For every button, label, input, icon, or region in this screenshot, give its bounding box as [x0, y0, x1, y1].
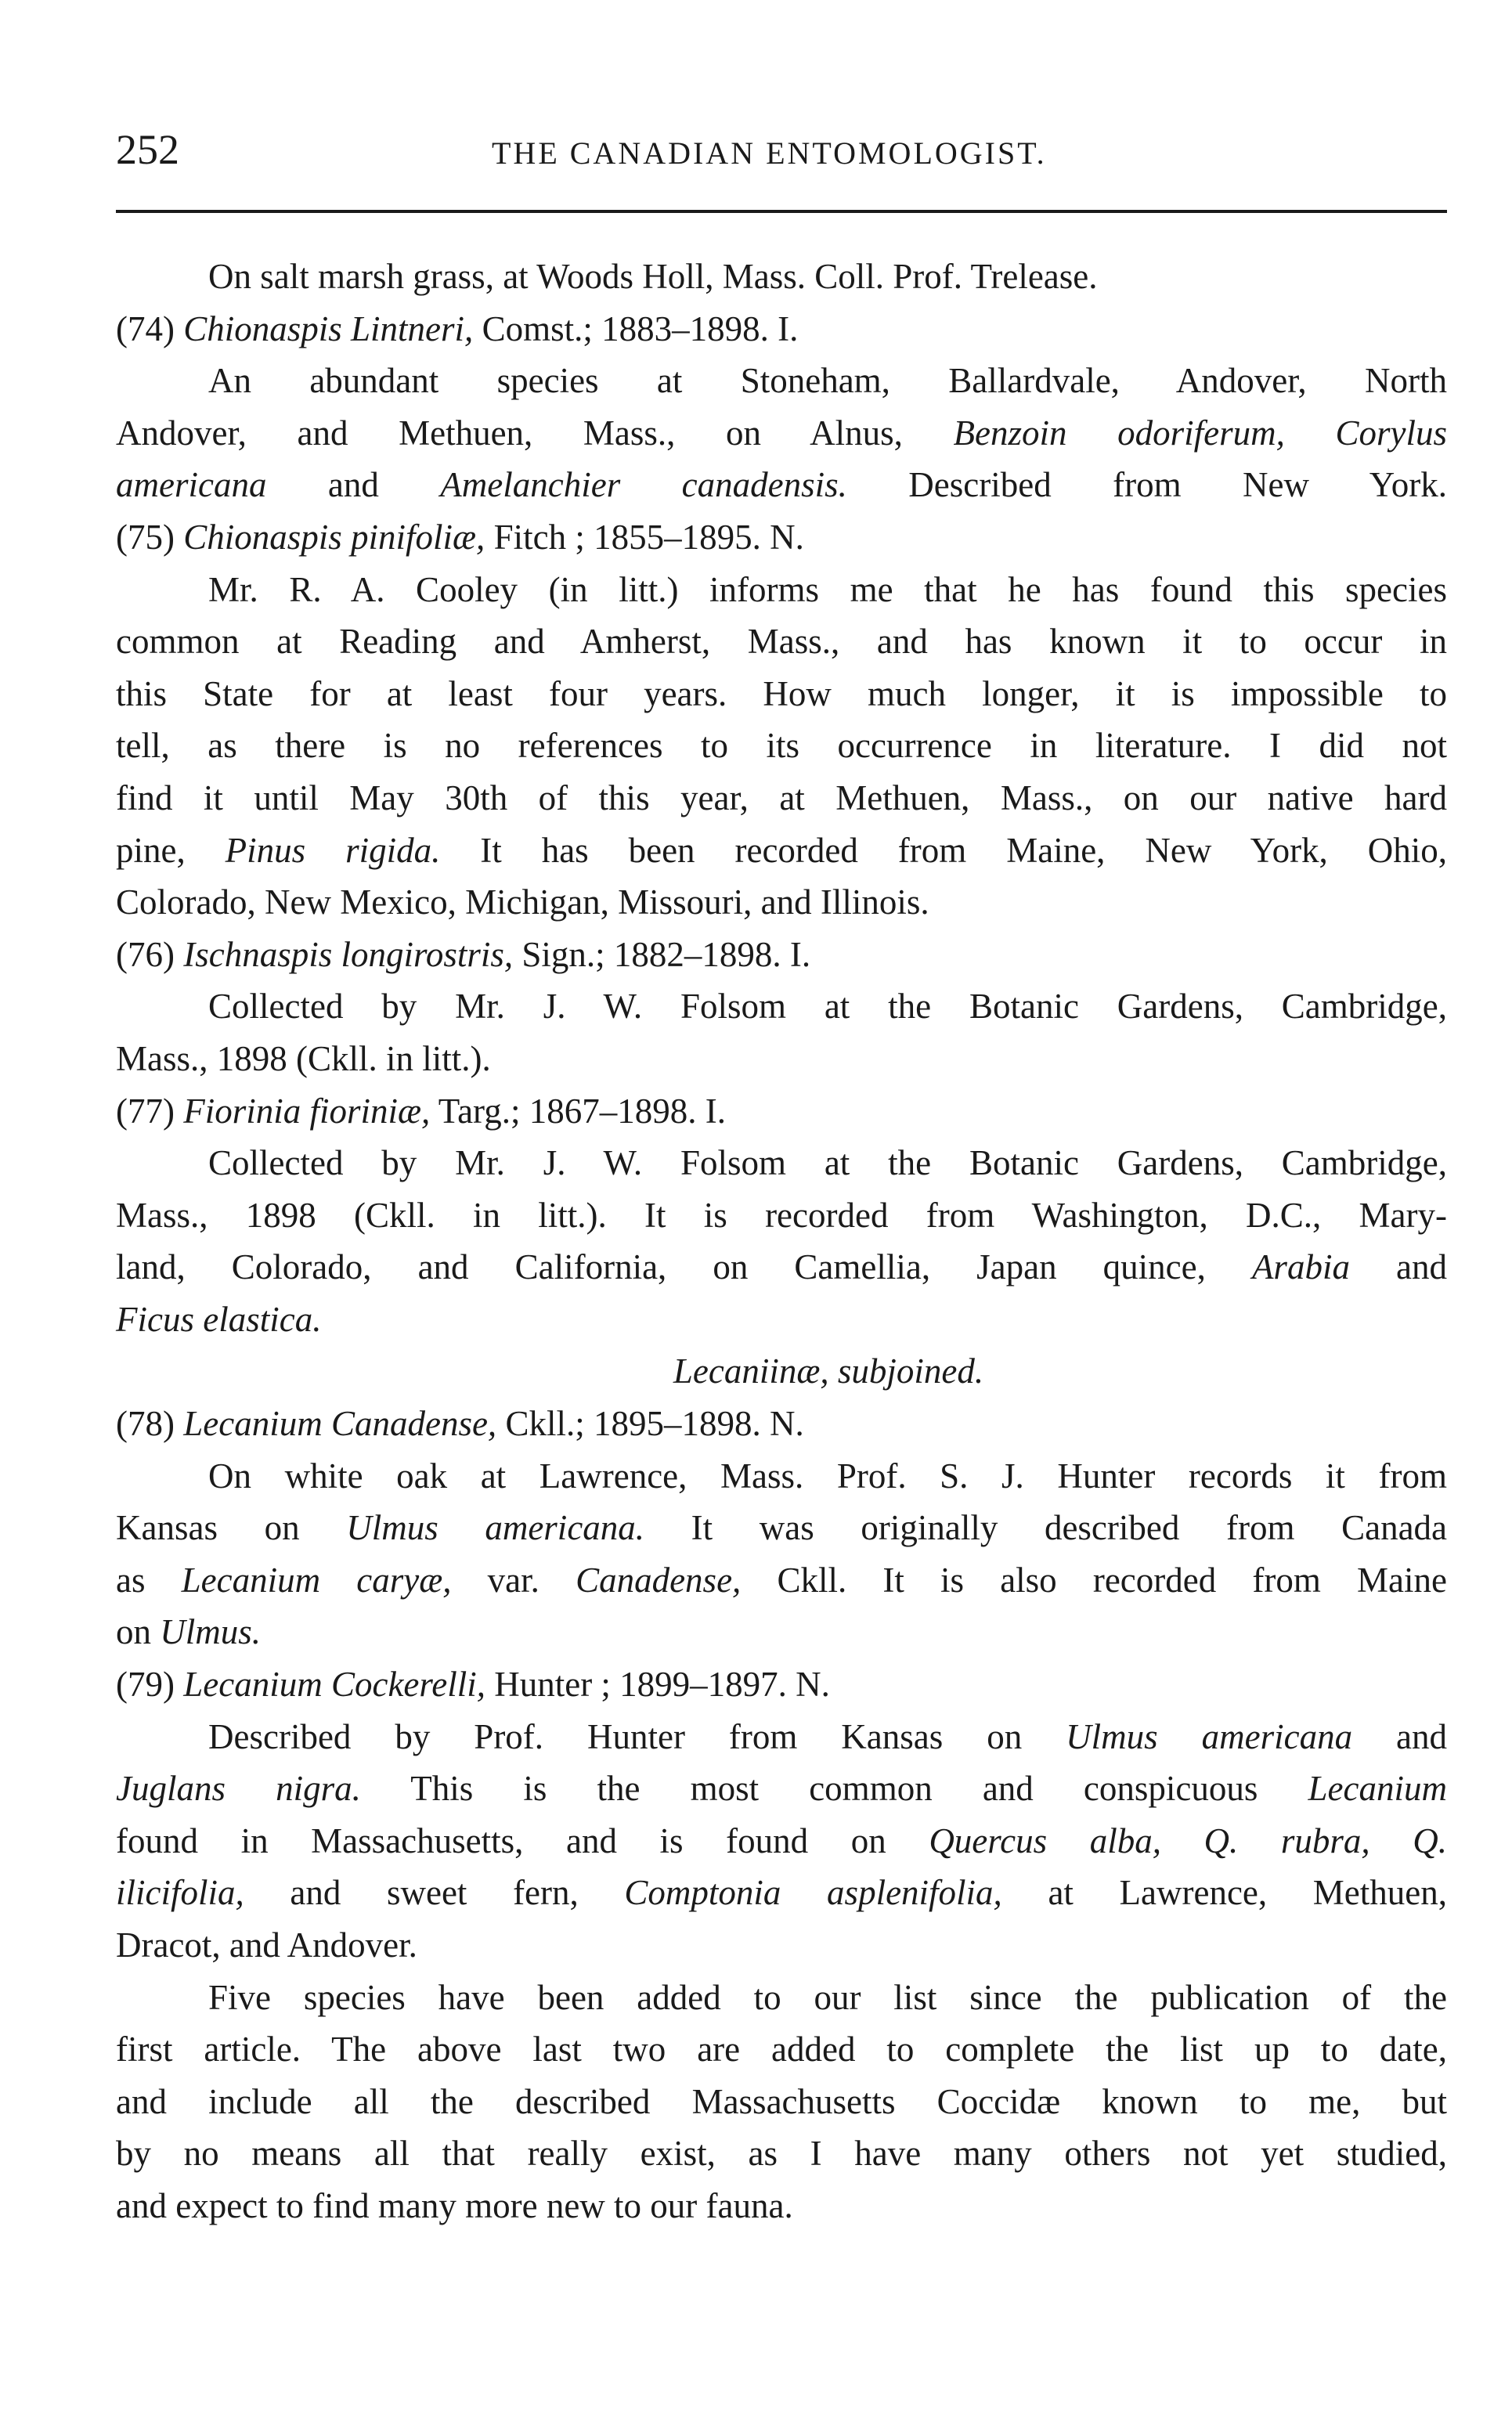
text-segment: Collected by Mr. J. W. Folsom at the Botanic Gardens, Cambridge, — [208, 987, 1447, 1027]
text-line — [116, 1241, 1447, 1294]
italic-text: Ficus elastica. — [116, 1299, 322, 1339]
text-segment: and include all the described Massachusetts Coccidæ known to me, but — [116, 2081, 1447, 2121]
text-segment: Described by Prof. Hunter from Kansas on — [208, 1716, 1066, 1756]
text-segment: Sign.; 1882–1898. I. — [513, 934, 811, 974]
text-line — [116, 1711, 1447, 1763]
italic-text: Ulmus americana. — [346, 1508, 645, 1548]
italic-text: Amelanchier canadensis. — [440, 465, 847, 505]
running-title: THE CANADIAN ENTOMOLOGIST. — [492, 135, 1047, 171]
italic-text: Ulmus americana — [1066, 1716, 1353, 1756]
italic-text: Pinus rigida. — [225, 830, 441, 870]
text-segment: as — [116, 1560, 182, 1600]
text-segment: at Lawrence, Methuen, — [1001, 1873, 1447, 1913]
text-segment: It has been recorded from Maine, New York, Ohio, — [440, 830, 1447, 870]
text-segment: (79) — [116, 1665, 184, 1705]
italic-text: Lecanium Cockerelli, — [183, 1665, 485, 1705]
text-segment: Comst.; 1883–1898. I. — [473, 309, 799, 348]
italic-text: Ischnaspis longirostris, — [183, 934, 514, 974]
text-line — [116, 1345, 1447, 1398]
text-line — [116, 1294, 1447, 1346]
text-segment: Ckll. It is also recorded from Maine — [741, 1560, 1447, 1600]
text-line — [116, 1919, 1447, 1972]
text-segment: Targ.; 1867–1898. I. — [430, 1091, 726, 1131]
text-line — [116, 876, 1447, 929]
text-segment: and sweet fern, — [244, 1873, 625, 1913]
text-line — [116, 1867, 1447, 1919]
text-line — [116, 564, 1447, 616]
text-line — [116, 251, 1447, 303]
text-segment: On salt marsh grass, at Woods Holl, Mass. Coll. Prof. Trelease. — [208, 257, 1098, 296]
header-rule — [116, 210, 1447, 213]
text-segment: find it until May 30th of this year, at Methuen, Mass., on our native hard — [116, 778, 1447, 817]
text-line — [116, 1450, 1447, 1503]
text-segment: first article. The above last two are added to complete the list up to date, — [116, 2030, 1447, 2070]
text-line — [116, 1502, 1447, 1554]
text-line — [116, 825, 1447, 877]
text-line — [116, 668, 1447, 720]
text-segment: on — [116, 1612, 161, 1652]
text-line — [116, 929, 1447, 981]
text-line — [116, 1763, 1447, 1815]
page-header — [116, 125, 1447, 173]
text-segment: An abundant species at Stoneham, Ballardvale, Andover, North — [208, 361, 1447, 401]
text-segment: and — [266, 465, 441, 505]
italic-text: Lecanium — [1308, 1769, 1447, 1809]
text-segment: and — [1349, 1247, 1447, 1287]
text-segment: Described from New York. — [846, 465, 1447, 505]
text-segment: Ckll.; 1895–1898. N. — [496, 1404, 804, 1444]
text-line — [116, 355, 1447, 407]
text-segment: var. — [451, 1560, 576, 1600]
italic-text: Fiorinia fioriniæ, — [183, 1091, 431, 1131]
text-line — [116, 1137, 1447, 1189]
text-line — [116, 2076, 1447, 2128]
text-line — [116, 1815, 1447, 1867]
text-line — [116, 1398, 1447, 1450]
text-line — [116, 1554, 1447, 1607]
italic-text: Canadense, — [576, 1560, 742, 1600]
text-line — [116, 2127, 1447, 2180]
italic-text: Lecanium Canadense, — [183, 1404, 497, 1444]
text-line — [116, 2023, 1447, 2076]
text-segment: common at Reading and Amherst, Mass., and has known it to occur in — [116, 622, 1447, 662]
text-line — [116, 980, 1447, 1033]
text-segment: It was originally described from Canada — [644, 1508, 1447, 1548]
italic-text: Comptonia asplenifolia, — [624, 1873, 1002, 1913]
text-segment: (78) — [116, 1404, 184, 1444]
text-line — [116, 303, 1447, 355]
text-line — [116, 407, 1447, 460]
italic-text: ilicifolia, — [116, 1873, 244, 1913]
italic-text: Lecaniinæ, subjoined. — [673, 1351, 984, 1391]
page — [116, 125, 1447, 2225]
text-segment: by no means all that really exist, as I have many others not yet studied, — [116, 2134, 1447, 2174]
text-segment: Collected by Mr. J. W. Folsom at the Botanic Gardens, Cambridge, — [208, 1143, 1447, 1183]
text-segment: Fitch ; 1855–1895. N. — [485, 517, 804, 557]
text-segment: (77) — [116, 1091, 184, 1131]
text-segment: and expect to find many more new to our fauna. — [116, 2185, 793, 2225]
italic-text: Juglans nigra. — [116, 1769, 361, 1809]
text-segment: Andover, and Methuen, Mass., on Alnus, — [116, 413, 954, 453]
italic-text: Arabia — [1251, 1247, 1350, 1287]
text-segment: tell, as there is no references to its occurrence in literature. I did not — [116, 726, 1447, 766]
text-line — [116, 2180, 1447, 2232]
text-segment: (76) — [116, 934, 184, 974]
text-segment: Dracot, and Andover. — [116, 1925, 417, 1965]
text-line — [116, 1606, 1447, 1658]
text-line — [116, 1972, 1447, 2024]
text-line — [116, 1189, 1447, 1242]
text-segment: On white oak at Lawrence, Mass. Prof. S. J. Hunter records it from — [208, 1456, 1447, 1496]
page-number: 252 — [116, 126, 179, 173]
text-segment: pine, — [116, 830, 226, 870]
text-line — [116, 772, 1447, 825]
text-segment: Mass., 1898 (Ckll. in litt.). — [116, 1038, 491, 1078]
text-line — [116, 615, 1447, 668]
text-line — [116, 1033, 1447, 1085]
text-segment: and — [1352, 1716, 1447, 1756]
text-segment: land, Colorado, and California, on Camellia, Japan quince, — [116, 1247, 1252, 1287]
italic-text: Chionaspis Lintneri, — [183, 309, 474, 348]
italic-text: Ulmus. — [160, 1612, 262, 1652]
text-segment: Mr. R. A. Cooley (in litt.) informs me that he has found this species — [208, 569, 1447, 609]
text-segment: (74) — [116, 309, 184, 348]
italic-text: americana — [116, 465, 267, 505]
text-segment: Mass., 1898 (Ckll. in litt.). It is recorded from Washington, D.C., Mary- — [116, 1195, 1447, 1235]
body-text — [116, 251, 1447, 2232]
text-line — [116, 1085, 1447, 1138]
italic-text: Quercus alba, Q. rubra, Q. — [929, 1821, 1447, 1860]
italic-text: Benzoin odoriferum, Corylus — [953, 413, 1447, 453]
italic-text: Chionaspis pinifoliæ, — [183, 517, 485, 557]
text-line — [116, 1658, 1447, 1711]
text-line — [116, 720, 1447, 772]
text-segment: Kansas on — [116, 1508, 347, 1548]
text-segment: Five species have been added to our list since the publication of the — [208, 1977, 1447, 2017]
text-segment: found in Massachusetts, and is found on — [116, 1821, 929, 1860]
text-segment: This is the most common and conspicuous — [360, 1769, 1308, 1809]
text-line — [116, 511, 1447, 564]
text-line — [116, 459, 1447, 511]
text-segment: Hunter ; 1899–1897. N. — [485, 1665, 830, 1705]
italic-text: Lecanium caryæ, — [181, 1560, 452, 1600]
text-segment: Colorado, New Mexico, Michigan, Missouri, and Illinois. — [116, 882, 929, 922]
text-segment: (75) — [116, 517, 184, 557]
text-segment: this State for at least four years. How much longer, it is impossible to — [116, 673, 1447, 713]
